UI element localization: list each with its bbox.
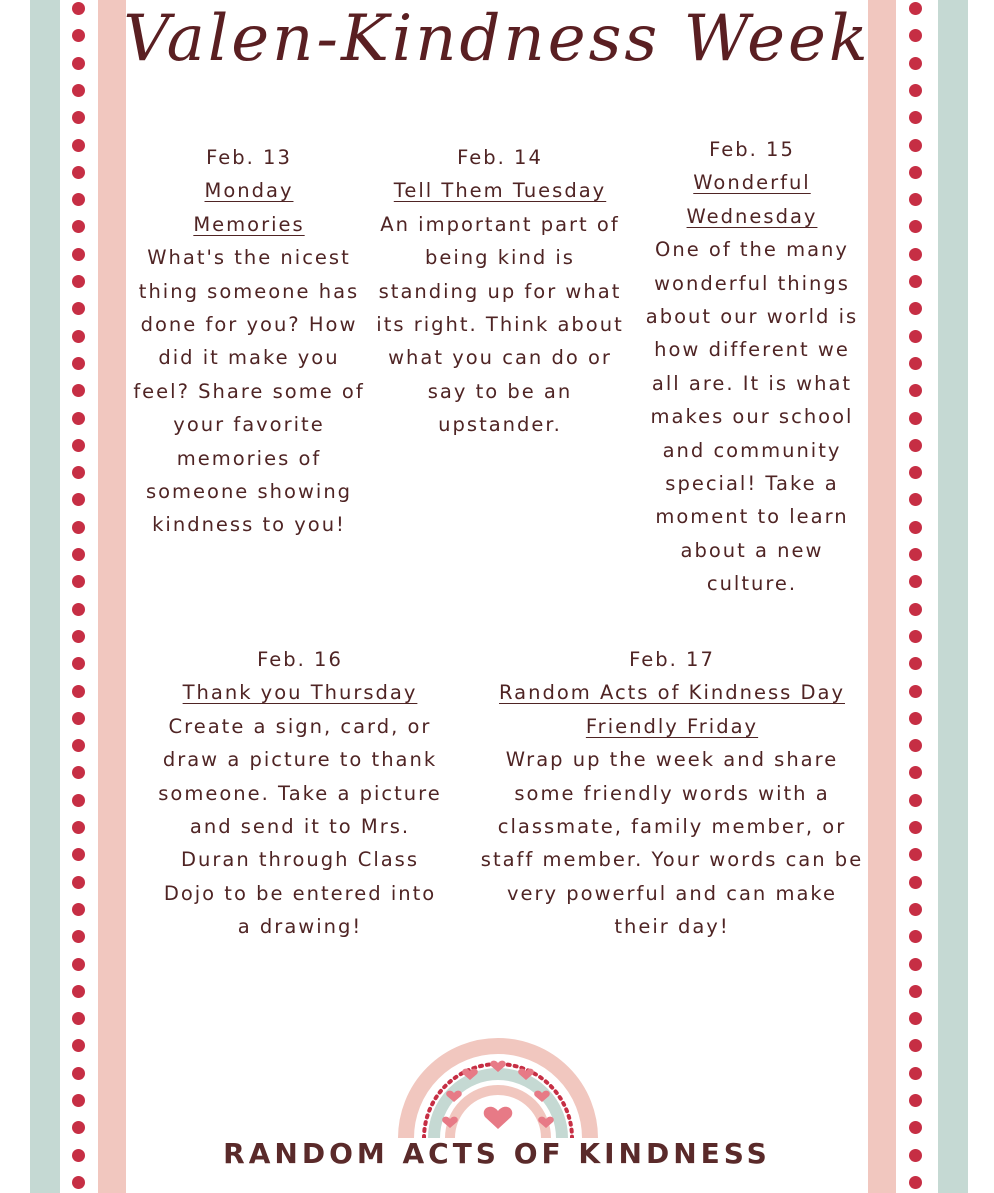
border-dot [72, 493, 85, 506]
day-description: An important part of being kind is standing up for what its right. Think about what you can do or say to be an upstander. [376, 212, 624, 437]
border-dot [909, 712, 922, 725]
border-dot [909, 794, 922, 807]
day-date: Feb. 14 [457, 146, 543, 169]
footer-title: RANDOM ACTS OF KINDNESS [223, 1137, 771, 1170]
border-dot [72, 412, 85, 425]
border-dot [909, 958, 922, 971]
border-dot [72, 166, 85, 179]
border-dot [72, 548, 85, 561]
right-dotted-border [909, 0, 923, 1193]
border-dot [72, 84, 85, 97]
day-date: Feb. 13 [206, 146, 292, 169]
day-card-monday [133, 141, 365, 542]
border-dot [72, 630, 85, 643]
border-dot [72, 739, 85, 752]
border-dot [909, 766, 922, 779]
border-dot [909, 493, 922, 506]
border-dot [72, 193, 85, 206]
border-dot [72, 1039, 85, 1052]
border-dot [72, 603, 85, 616]
border-dot [909, 466, 922, 479]
border-dot [72, 439, 85, 452]
border-dot [72, 248, 85, 261]
border-dot [909, 603, 922, 616]
border-dot [909, 521, 922, 534]
border-dot [72, 712, 85, 725]
border-dot [909, 193, 922, 206]
day-description: Create a sign, card, or draw a picture to thank someone. Take a picture and send it to Mrs. Duran through Class Dojo to be entered into a drawing! [158, 714, 442, 939]
rainbow-hearts-illustration [398, 1008, 598, 1138]
border-dot [909, 685, 922, 698]
border-dot [909, 1067, 922, 1080]
border-dot [72, 275, 85, 288]
page-title: Valen-Kindness Week [123, 2, 871, 76]
border-dot [72, 111, 85, 124]
border-dot [909, 903, 922, 916]
border-dot [909, 630, 922, 643]
day-theme: Monday Memories [193, 179, 305, 236]
border-dot [72, 1067, 85, 1080]
border-dot [909, 412, 922, 425]
border-dot [72, 958, 85, 971]
border-dot [72, 821, 85, 834]
border-dot [909, 384, 922, 397]
border-dot [909, 166, 922, 179]
border-dot [72, 766, 85, 779]
border-dot [72, 384, 85, 397]
right-blush-stripe [868, 0, 896, 1193]
left-blush-stripe [98, 0, 126, 1193]
border-dot [72, 657, 85, 670]
border-dot [72, 876, 85, 889]
border-dot [909, 876, 922, 889]
left-sage-stripe [30, 0, 60, 1193]
day-theme: Tell Them Tuesday [393, 179, 607, 203]
day-description: One of the many wonderful things about our world is how different we all are. It is what makes our school and community special! Take a moment to learn about a new culture. [645, 238, 859, 596]
border-dot [72, 466, 85, 479]
border-dot [72, 357, 85, 370]
border-dot [909, 1012, 922, 1025]
border-dot [909, 821, 922, 834]
border-dot [909, 357, 922, 370]
day-theme: Wonderful Wednesday [686, 171, 818, 228]
border-dot [72, 1176, 85, 1189]
border-dot [909, 1094, 922, 1107]
border-dot [72, 1121, 85, 1134]
day-date: Feb. 17 [629, 648, 715, 671]
border-dot [909, 1176, 922, 1189]
border-dot [909, 657, 922, 670]
border-dot [72, 302, 85, 315]
border-dot [72, 1094, 85, 1107]
border-dot [909, 330, 922, 343]
border-dot [72, 685, 85, 698]
border-dot [72, 930, 85, 943]
border-dot [909, 139, 922, 152]
day-date: Feb. 16 [257, 648, 343, 671]
border-dot [909, 985, 922, 998]
border-dot [72, 220, 85, 233]
day-card-thursday [155, 643, 445, 944]
day-theme: Thank you Thursday [182, 681, 418, 705]
border-dot [909, 302, 922, 315]
border-dot [909, 930, 922, 943]
border-dot [72, 521, 85, 534]
border-dot [909, 848, 922, 861]
day-card-tuesday [376, 141, 624, 442]
border-dot [72, 1012, 85, 1025]
day-date: Feb. 15 [709, 138, 795, 161]
day-card-friday [480, 643, 864, 944]
day-card-wednesday [638, 133, 866, 601]
large-heart-icon [484, 1107, 513, 1129]
day-description: What's the nicest thing someone has done for you? How did it make you feel? Share some of your favorite memories of someone showing kindness to you! [133, 246, 365, 537]
border-dot [909, 548, 922, 561]
left-dotted-border [72, 0, 86, 1193]
border-dot [909, 84, 922, 97]
border-dot [909, 439, 922, 452]
border-dot [909, 1039, 922, 1052]
border-dot [909, 575, 922, 588]
border-dot [909, 739, 922, 752]
border-dot [909, 111, 922, 124]
border-dot [909, 220, 922, 233]
right-sage-stripe [938, 0, 968, 1193]
border-dot [909, 248, 922, 261]
border-dot [72, 985, 85, 998]
border-dot [72, 575, 85, 588]
border-dot [72, 330, 85, 343]
border-dot [72, 903, 85, 916]
day-theme: Random Acts of Kindness Day Friendly Friday [499, 681, 845, 738]
border-dot [72, 848, 85, 861]
border-dot [909, 275, 922, 288]
day-description: Wrap up the week and share some friendly words with a classmate, family member, or staff member. Your words can be very powerful and can make their day! [480, 748, 864, 939]
border-dot [72, 794, 85, 807]
border-dot [909, 1121, 922, 1134]
border-dot [72, 139, 85, 152]
